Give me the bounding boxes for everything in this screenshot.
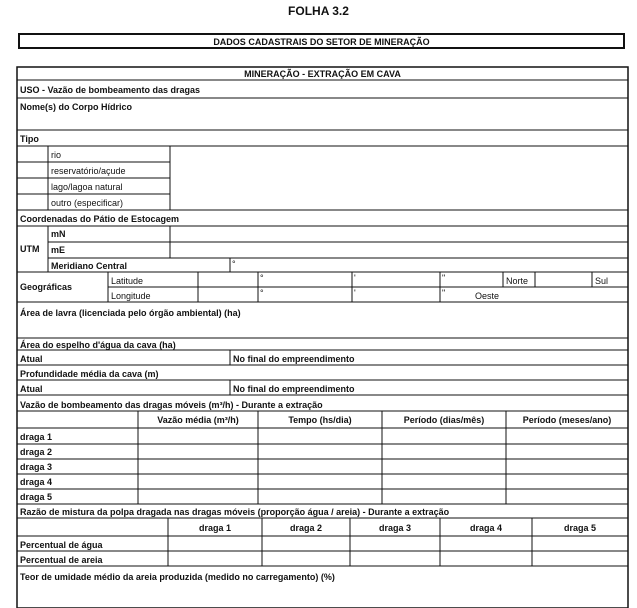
mistura-label: Razão de mistura da polpa dragada nas dragas móveis (proporção água / areia) - Durante a extração xyxy=(20,507,450,517)
sul-label[interactable]: Sul xyxy=(595,276,609,286)
vazao-header-periodo-meses: Período (meses/ano) xyxy=(522,415,612,425)
vazao-row-draga-4: draga 4 xyxy=(20,477,53,487)
mistura-header-draga-3: draga 3 xyxy=(378,523,411,533)
coordenadas-label: Coordenadas do Pátio de Estocagem xyxy=(20,214,180,224)
header-title: DADOS CADASTRAIS DO SETOR DE MINERAÇÃO xyxy=(213,37,430,47)
lon-second: " xyxy=(442,288,446,298)
geograficas-label: Geográficas xyxy=(20,282,73,292)
mn-label: mN xyxy=(51,229,66,239)
lon-degree: ° xyxy=(260,288,264,298)
tipo-option-outro[interactable]: outro (especificar) xyxy=(51,198,124,208)
vazao-row-draga-2: draga 2 xyxy=(20,447,53,457)
vazao-row-draga-5: draga 5 xyxy=(20,492,53,502)
utm-label: UTM xyxy=(20,244,40,254)
oeste-label[interactable]: Oeste xyxy=(475,291,500,301)
mistura-header-draga-1: draga 1 xyxy=(198,523,231,533)
mistura-row-agua: Percentual de água xyxy=(20,540,103,550)
longitude-label: Longitude xyxy=(111,291,151,301)
corpo-hidrico-label: Nome(s) do Corpo Hídrico xyxy=(20,102,132,112)
section-title: MINERAÇÃO - EXTRAÇÃO EM CAVA xyxy=(244,69,401,79)
espelho-atual-label: Atual xyxy=(20,354,43,364)
meridiano-degree: ° xyxy=(232,259,236,269)
meridiano-label: Meridiano Central xyxy=(51,261,128,271)
profundidade-atual-label: Atual xyxy=(20,384,43,394)
norte-label[interactable]: Norte xyxy=(506,276,529,286)
mistura-row-areia: Percentual de areia xyxy=(20,555,103,565)
page-title: FOLHA 3.2 xyxy=(288,4,349,18)
lat-second: " xyxy=(442,273,446,283)
tipo-option-rio[interactable]: rio xyxy=(51,150,62,160)
vazao-label: Vazão de bombeamento das dragas móveis (m³/h) - Durante a extração xyxy=(20,400,323,410)
teor-label: Teor de umidade médio da areia produzida (medido no carregamento) (%) xyxy=(20,572,335,582)
vazao-row-draga-1: draga 1 xyxy=(20,432,53,442)
vazao-header-media: Vazão média (m³/h) xyxy=(157,415,239,425)
mistura-header-draga-5: draga 5 xyxy=(563,523,596,533)
uso-label: USO - Vazão de bombeamento das dragas xyxy=(20,85,201,95)
vazao-row-draga-3: draga 3 xyxy=(20,462,53,472)
lon-minute: ' xyxy=(354,288,356,298)
me-label: mE xyxy=(51,245,66,255)
area-espelho-label: Área do espelho d'água da cava (ha) xyxy=(20,340,176,350)
mistura-header-draga-4: draga 4 xyxy=(469,523,502,533)
espelho-final-label: No final do empreendimento xyxy=(233,354,355,364)
vazao-header-tempo: Tempo (hs/dia) xyxy=(288,415,352,425)
profundidade-label: Profundidade média da cava (m) xyxy=(20,369,159,379)
area-lavra-label: Área de lavra (licenciada pelo órgão ambiental) (ha) xyxy=(20,308,241,318)
tipo-option-reservatorio[interactable]: reservatório/açude xyxy=(51,166,126,176)
lat-degree: ° xyxy=(260,273,264,283)
lat-minute: ' xyxy=(354,273,356,283)
profundidade-final-label: No final do empreendimento xyxy=(233,384,355,394)
vazao-header-periodo-dias: Período (dias/mês) xyxy=(403,415,485,425)
mistura-header-draga-2: draga 2 xyxy=(289,523,322,533)
latitude-label: Latitude xyxy=(111,276,144,286)
tipo-option-lago[interactable]: lago/lagoa natural xyxy=(51,182,123,192)
tipo-label: Tipo xyxy=(20,134,39,144)
